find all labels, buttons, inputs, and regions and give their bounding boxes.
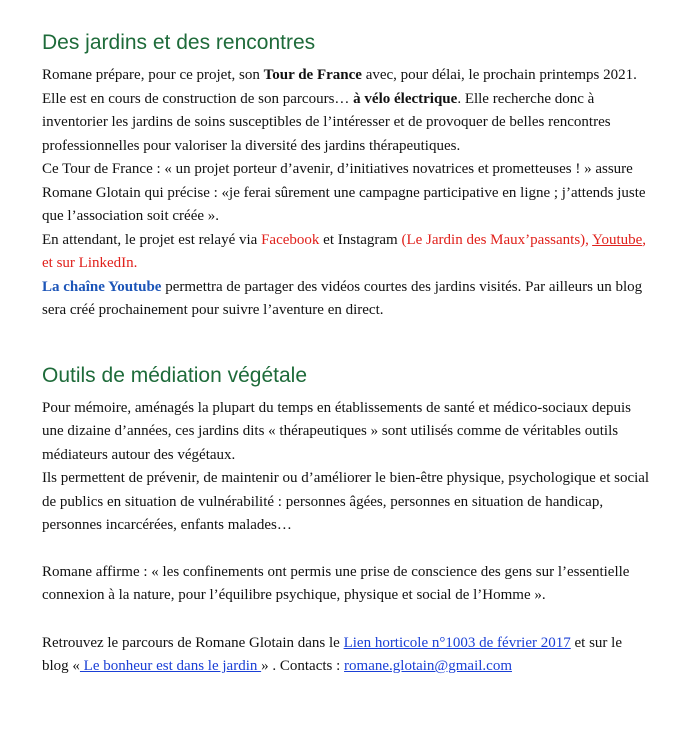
lien-horticole-link[interactable]: Lien horticole n°1003 de février 2017 (343, 634, 571, 651)
facebook-text: Facebook (261, 231, 320, 248)
text: avec, pour délai, le prochain printemps 2021. Elle est en cours de construction de son parcours… (42, 67, 637, 107)
instagram-text: (Le Jardin des Maux’passants), (401, 231, 589, 248)
text: En attendant, le projet est relayé via (42, 231, 262, 248)
text: » . Contacts : (261, 658, 345, 674)
text: et Instagram (319, 231, 402, 248)
paragraph-youtube-channel (42, 276, 650, 323)
youtube-channel-label: La chaîne Youtube (42, 278, 162, 295)
bold-tour-de-france: Tour de France (263, 67, 362, 83)
paragraph-retrouvez (42, 632, 650, 679)
text: permettra de partager des vidéos courtes des jardins visités. Par ailleurs un blog sera créé prochainement pour suivre l’aventure en direct. (42, 278, 643, 318)
blog-link[interactable]: Le bonheur est dans le jardin (79, 658, 262, 674)
paragraph-tour-de-france (42, 64, 650, 158)
section-title-jardins: Des jardins et des rencontres (42, 31, 316, 54)
text: et sur le blog « (42, 634, 622, 674)
linkedin-text: , et sur LinkedIn. (42, 231, 647, 271)
youtube-link[interactable]: Youtube (592, 231, 643, 248)
paragraph-affirmation: Romane affirme : « les confinements ont permis une prise de conscience des gens sur l’essentielle connexion à la nature, pour l’équilibre psychique, physique et social de l’Homme ». (42, 563, 630, 603)
text: . Elle recherche donc à inventorier les jardins de soins susceptibles de l’intéresser et de provoquer de belles rencontres professionnelles pour valoriser la diversité des jardins thérapeutiques. (42, 90, 611, 154)
bold-velo-electrique: à vélo électrique (353, 90, 458, 107)
email-link[interactable]: romane.glotain@gmail.com (344, 658, 512, 674)
paragraph-quote-romane: Ce Tour de France : « un projet porteur d’avenir, d’initiatives novatrices et prometteuses ! » assure Romane Glotain qui précise : «je ferai sûrement une campagne participative en ligne ; j’attends juste que l’association soit créée ». (42, 161, 646, 224)
paragraph-prevention: Ils permettent de prévenir, de maintenir ou d’améliorer le bien-être physique, psychologique et social de publics en situation de vulnérabilité : personnes âgées, personnes en situation de handicap, personnes incarcérées, enfants malades… (42, 470, 650, 533)
text: Romane prépare, pour ce projet, son (42, 67, 264, 83)
text: Retrouvez le parcours de Romane Glotain dans le (42, 634, 344, 651)
section-title-outils: Outils de médiation végétale (42, 363, 307, 387)
paragraph-social-relay (42, 229, 650, 276)
paragraph-memoire: Pour mémoire, aménagés la plupart du temps en établissements de santé et médico-sociaux depuis une dizaine d’années, ces jardins dits « thérapeutiques » sont utilisés comme de véritables outils médiateurs autour des végétaux. (42, 399, 631, 463)
